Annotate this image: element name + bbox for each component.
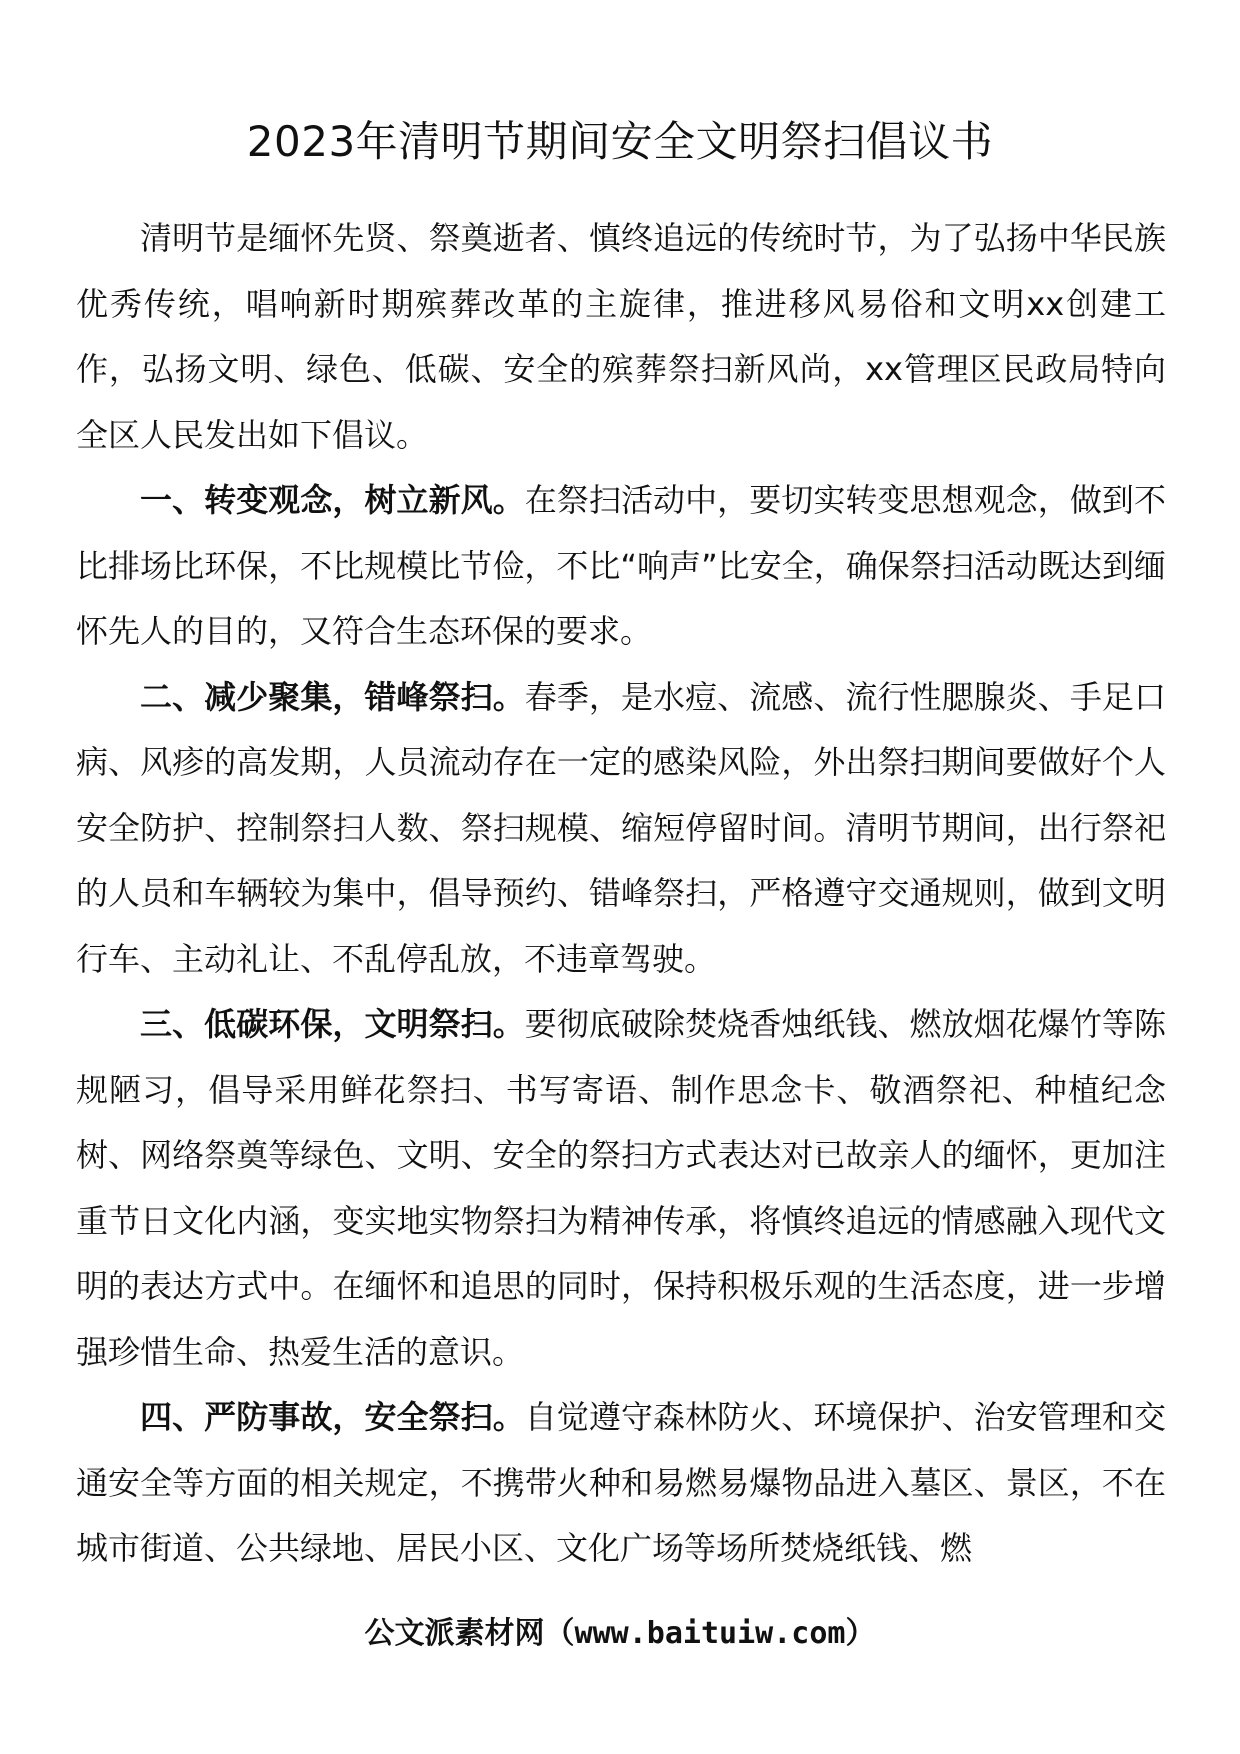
paragraph-lead: 二、减少聚集，错峰祭扫。	[140, 677, 525, 716]
footer-close-paren: ）	[845, 1616, 876, 1651]
paragraph-2	[76, 665, 1166, 993]
document-body	[76, 206, 1166, 1582]
paragraph-text: 清明节是缅怀先贤、祭奠逝者、慎终追远的传统时节，为了弘扬中华民族优秀传统，唱响新时期殡葬改革的主旋律，推进移风易俗和文明xx创建工作，弘扬文明、绿色、低碳、安全的殡葬祭扫新风尚，xx管理区民政局特向全区人民发出如下倡议。	[76, 219, 1166, 454]
paragraph-text: 春季，是水痘、流感、流行性腮腺炎、手足口病、风疹的高发期，人员流动存在一定的感染风险，外出祭扫期间要做好个人安全防护、控制祭扫人数、祭扫规模、缩短停留时间。清明节期间，出行祭祀的人员和车辆较为集中，倡导预约、错峰祭扫，严格遵守交通规则，做到文明行车、主动礼让、不乱停乱放，不违章驾驶。	[76, 677, 1166, 978]
footer-label: 公文派素材网	[364, 1616, 545, 1651]
paragraph-text: 要彻底破除焚烧香烛纸钱、燃放烟花爆竹等陈规陋习，倡导采用鲜花祭扫、书写寄语、制作思念卡、敬酒祭祀、种植纪念树、网络祭奠等绿色、文明、安全的祭扫方式表达对已故亲人的缅怀，更加注重节日文化内涵，变实地实物祭扫为精神传承，将慎终追远的情感融入现代文明的表达方式中。在缅怀和追思的同时，保持积极乐观的生活态度，进一步增强珍惜生命、热爱生活的意识。	[76, 1005, 1166, 1371]
paragraph-1	[76, 468, 1166, 665]
paragraph-lead: 三、低碳环保，文明祭扫。	[140, 1005, 525, 1043]
paragraph-text: 在祭扫活动中，要切实转变思想观念，做到不比排场比环保，不比规模比节俭，不比“响声”比安全，确保祭扫活动既达到缅怀先人的目的，又符合生态环保的要求。	[76, 481, 1166, 650]
paragraph-lead: 四、严防事故，安全祭扫。	[140, 1398, 525, 1436]
paragraph-4	[76, 1385, 1166, 1582]
footer-open-paren: （	[544, 1616, 575, 1651]
paragraph-text: 自觉遵守森林防火、环境保护、治安管理和交通安全等方面的相关规定，不携带火种和易燃易爆物品进入墓区、景区，不在城市街道、公共绿地、居民小区、文化广场等场所焚烧纸钱、燃	[76, 1398, 1166, 1567]
paragraph-intro	[76, 206, 1166, 468]
document-title: 2023年清明节期间安全文明祭扫倡议书	[246, 117, 994, 166]
page-footer	[0, 1612, 1240, 1656]
paragraph-lead: 一、转变观念，树立新风。	[140, 481, 525, 519]
paragraph-3	[76, 992, 1166, 1385]
footer-site-url: www.baituiw.com	[574, 1616, 846, 1651]
